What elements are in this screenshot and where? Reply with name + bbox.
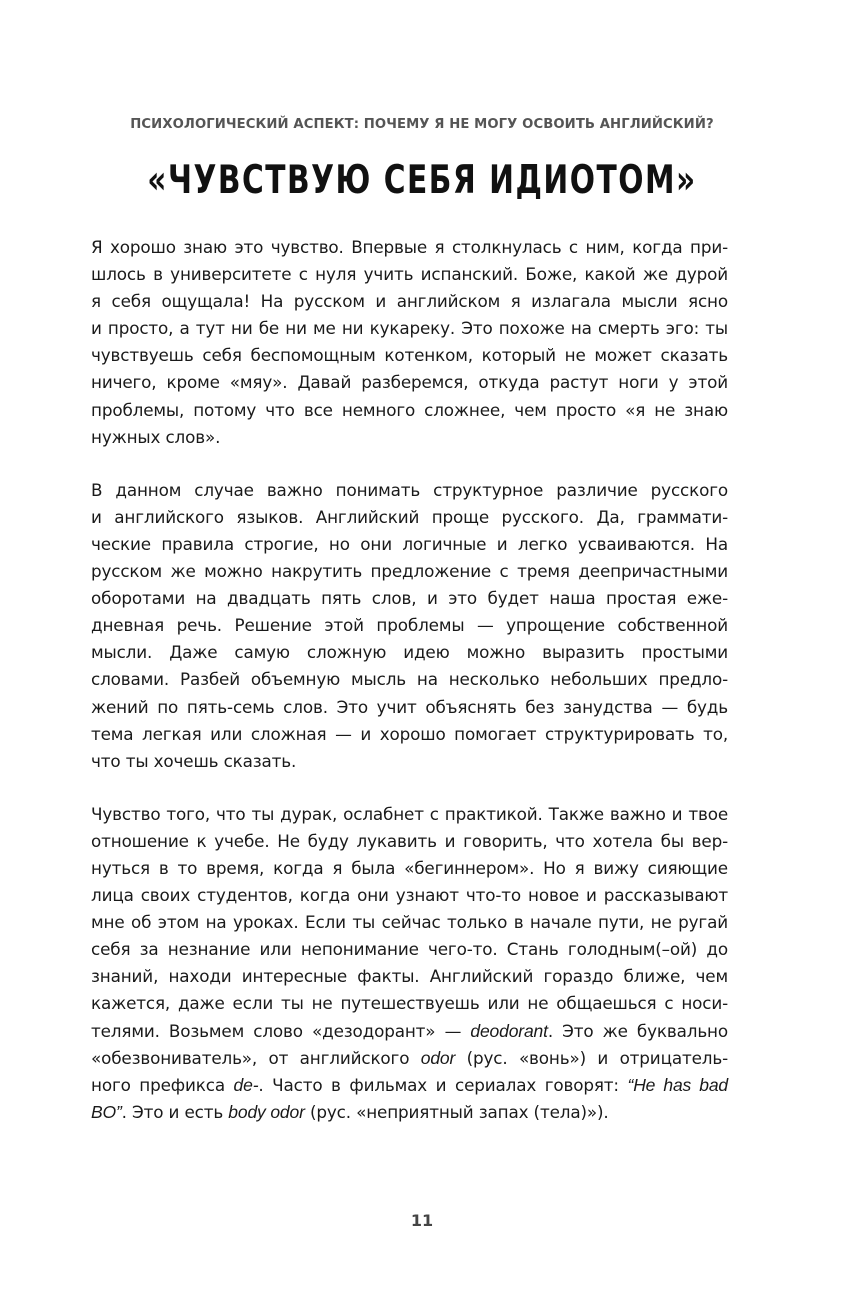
text-line bbox=[91, 1018, 728, 1045]
text-line bbox=[91, 1072, 728, 1099]
text-line: жений по пять-семь слов. Это учит объяснять без занудства — будь bbox=[91, 696, 728, 717]
text-line bbox=[91, 1099, 728, 1126]
text-line: нужных слов». bbox=[91, 426, 221, 447]
text-line: что ты хочешь сказать. bbox=[91, 750, 297, 771]
text-line: В данном случае важно понимать структурное различие русского bbox=[91, 479, 728, 500]
text-line: и просто, а тут ни бе ни ме ни кукареку. Это похоже на смерть эго: ты bbox=[91, 318, 728, 339]
text-line: знаний, находи интересные факты. Английский гораздо ближе, чем bbox=[91, 966, 728, 987]
english-term: body odor bbox=[228, 1101, 305, 1122]
paragraph-2 bbox=[91, 477, 728, 775]
text-line: ческие правила строгие, но они логичные и легко усваиваются. На bbox=[91, 533, 728, 554]
text-run: . Это и есть bbox=[121, 1101, 229, 1122]
text-line: я себя ощущала! На русском и английском я излагала мысли ясно bbox=[91, 291, 728, 312]
text-run: (рус. «вонь») и отрицатель- bbox=[455, 1047, 728, 1068]
text-line: и английского языков. Английский проще русского. Да, граммати- bbox=[91, 506, 728, 527]
english-term: BO” bbox=[91, 1101, 122, 1122]
paragraph-3 bbox=[91, 801, 728, 1126]
english-term: deodorant bbox=[470, 1020, 548, 1041]
text-run: ного префикса bbox=[91, 1074, 234, 1095]
page-number: 11 bbox=[410, 1211, 434, 1230]
text-line: шлось в университете с нуля учить испанский. Боже, какой же дурой bbox=[91, 264, 728, 285]
chapter-title: «ЧУВСТВУЮ СЕБЯ ИДИОТОМ» bbox=[147, 156, 697, 203]
paragraph-1 bbox=[91, 234, 728, 451]
text-line: чувствуешь себя беспомощным котенком, который не может сказать bbox=[91, 345, 728, 366]
text-line: кажется, даже если ты не путешествуешь или не общаешься с носи- bbox=[91, 993, 728, 1014]
text-line: оборотами на двадцать пять слов, и это будет наша простая еже- bbox=[91, 588, 728, 609]
text-run: «обезвониватель», от английского bbox=[91, 1047, 421, 1068]
text-line: Я хорошо знаю это чувство. Впервые я столкнулась с ним, когда при- bbox=[91, 237, 728, 257]
english-term: “He has bad bbox=[627, 1074, 728, 1095]
running-header: ПСИХОЛОГИЧЕСКИЙ АСПЕКТ: ПОЧЕМУ Я НЕ МОГУ ОСВОИТЬ АНГЛИЙСКИЙ? bbox=[130, 117, 714, 132]
english-term: de- bbox=[233, 1074, 259, 1095]
text-run: . Часто в фильмах и сериалах говорят: bbox=[258, 1074, 628, 1095]
text-run: (рус. «неприятный запах (тела)»). bbox=[304, 1101, 609, 1122]
text-line: русском же можно накрутить предложение с тремя деепричастными bbox=[91, 561, 728, 582]
text-line: дневная речь. Решение этой проблемы — упрощение собственной bbox=[91, 615, 728, 636]
english-term: odor bbox=[420, 1047, 456, 1068]
text-line: тема легкая или сложная — и хорошо помогает структурировать то, bbox=[91, 723, 728, 744]
text-line bbox=[91, 1045, 728, 1072]
text-line: проблемы, потому что все немного сложнее, чем просто «я не знаю bbox=[91, 399, 728, 420]
text-line: ничего, кроме «мяу». Давай разберемся, откуда растут ноги у этой bbox=[91, 372, 728, 393]
text-line: нуться в то время, когда я была «бегиннером». Но я вижу сияющие bbox=[91, 857, 728, 878]
text-run: телями. Возьмем слово «дезодорант» — bbox=[91, 1020, 471, 1041]
text-run: . Это же буквально bbox=[547, 1020, 728, 1041]
text-line: мне об этом на уроках. Если ты сейчас только в начале пути, не ругай bbox=[91, 912, 728, 933]
text-line: Чувство того, что ты дурак, ослабнет с практикой. Также важно и твое bbox=[91, 803, 728, 824]
text-line: лица своих студентов, когда они узнают что-то новое и рассказывают bbox=[91, 885, 728, 906]
text-line: словами. Разбей объемную мысль на несколько небольших предло- bbox=[91, 669, 728, 690]
text-line: отношение к учебе. Не буду лукавить и говорить, что хотела бы вер- bbox=[91, 830, 728, 851]
text-line: мысли. Даже самую сложную идею можно выразить простыми bbox=[91, 642, 728, 663]
text-line: себя за незнание или непонимание чего-то. Стань голодным(–ой) до bbox=[91, 939, 728, 960]
body-text bbox=[91, 234, 728, 1152]
